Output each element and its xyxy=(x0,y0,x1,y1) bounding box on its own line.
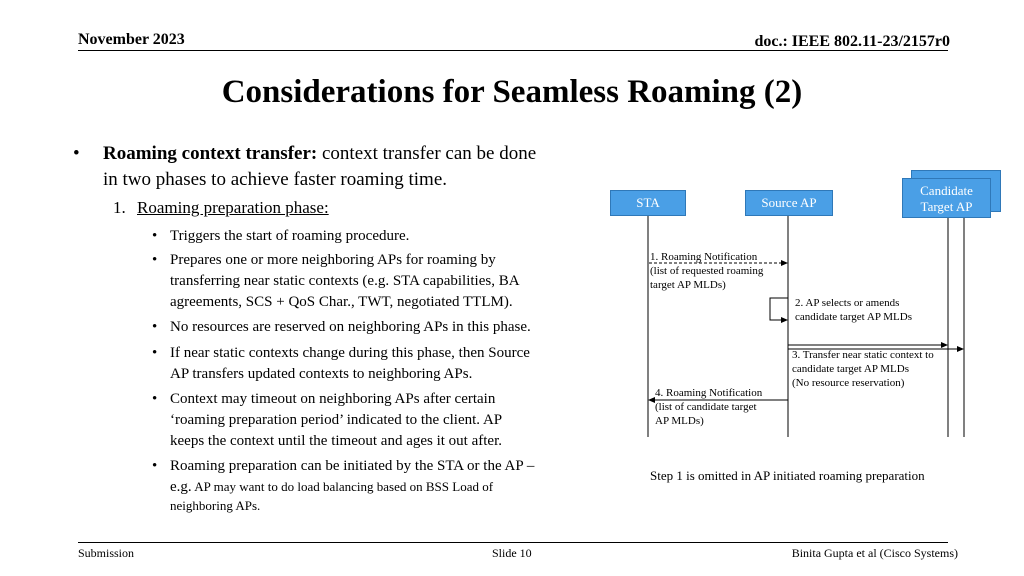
header-doc-id: doc.: IEEE 802.11-23/2157r0 xyxy=(754,33,950,50)
sub-bullet-marker: • xyxy=(152,252,158,268)
msg2-label-line-2: candidate target AP MLDs xyxy=(795,311,913,323)
footer-submission: Submission xyxy=(78,546,135,560)
diagram-note: Step 1 is omitted in AP initiated roaming preparation xyxy=(650,468,925,483)
sub-bullet-6-line-1: Roaming preparation can be initiated by the STA or the AP – xyxy=(170,458,535,474)
msg1-label xyxy=(650,250,763,292)
sub-bullet-6-line-2-rest: AP may want to do load balancing based on BSS Load of xyxy=(191,479,494,494)
footer-author: Binita Gupta et al (Cisco Systems) xyxy=(791,546,958,560)
sub-item-label: Roaming preparation phase: xyxy=(137,198,329,217)
candidate-ap-label-1: Candidate xyxy=(920,183,973,198)
candidate-ap-label-2: Target AP xyxy=(920,199,973,214)
msg2-label-line-1: 2. AP selects or amends xyxy=(795,297,900,309)
sub-bullet-marker: • xyxy=(152,391,158,407)
sub-bullet-4-line-2: AP transfers updated contexts to neighboring APs. xyxy=(170,366,473,382)
msg4-label xyxy=(655,386,762,428)
msg3-arrowhead-b xyxy=(957,346,964,352)
msg3-label-line-2: candidate target AP MLDs xyxy=(792,363,910,375)
sub-bullet-6-line-3: neighboring APs. xyxy=(170,498,261,513)
msg4-label-line-1: 4. Roaming Notification xyxy=(655,387,763,399)
sub-bullet-marker: • xyxy=(152,228,158,244)
msg1-label-line-2: (list of requested roaming xyxy=(650,265,764,277)
msg3-arrowhead-a xyxy=(941,342,948,348)
sub-bullet-5-line-1: Context may timeout on neighboring APs after certain xyxy=(170,391,496,407)
sub-bullet-2-line-2: transferring near static contexts (e.g. STA capabilities, BA xyxy=(170,273,520,289)
msg4-label-line-2: (list of candidate target xyxy=(655,401,757,413)
page-title: Considerations for Seamless Roaming (2) xyxy=(221,74,803,110)
sub-bullet-2-line-1: Prepares one or more neighboring APs for roaming by xyxy=(170,252,496,268)
sub-bullet-marker: • xyxy=(152,458,158,474)
footer-slide-number: Slide 10 xyxy=(492,546,532,560)
sub-bullet-4-line-1: If near static contexts change during this phase, then Source xyxy=(170,345,530,361)
main-bullet-label: Roaming context transfer: xyxy=(103,143,318,164)
sub-bullet-5-line-2: ‘roaming preparation period’ indicated to the client. AP xyxy=(170,412,503,428)
header-date: November 2023 xyxy=(78,31,185,48)
sub-bullet-2-line-3: agreements, SCS + QoS Char., TWT, negotiated TTLM). xyxy=(170,294,513,310)
msg1-arrowhead xyxy=(781,260,788,266)
bullet-marker: • xyxy=(73,143,80,164)
msg3-label-line-3: (No resource reservation) xyxy=(792,377,905,389)
msg3-label xyxy=(792,348,934,390)
msg2-label xyxy=(795,296,912,324)
msg4-arrowhead xyxy=(648,397,655,403)
main-bullet-text: context transfer can be done xyxy=(317,143,537,164)
sub-bullet-6-eg: e.g. xyxy=(170,479,192,495)
sta-box: STA xyxy=(610,190,686,216)
sub-bullet-1: Triggers the start of roaming procedure. xyxy=(170,228,410,244)
sub-bullet-3: No resources are reserved on neighboring APs in this phase. xyxy=(170,319,531,335)
main-bullet-text-2: in two phases to achieve faster roaming time. xyxy=(103,169,448,190)
sub-item-number: 1. xyxy=(113,198,126,217)
source-ap-box: Source AP xyxy=(745,190,833,216)
msg3-label-line-1: 3. Transfer near static context to xyxy=(792,349,934,361)
sub-bullet-5-line-3: keeps the context until the timeout and ages it out after. xyxy=(170,433,502,449)
footer-divider xyxy=(78,542,948,543)
msg4-label-line-3: AP MLDs) xyxy=(655,415,704,427)
candidate-ap-box xyxy=(902,178,991,218)
msg2-loop xyxy=(770,298,788,320)
msg1-label-line-3: target AP MLDs) xyxy=(650,279,726,291)
sub-bullet-marker: • xyxy=(152,319,158,335)
msg2-arrowhead xyxy=(781,317,788,323)
msg1-label-line-1: 1. Roaming Notification xyxy=(650,251,758,263)
sub-bullet-marker: • xyxy=(152,345,158,361)
